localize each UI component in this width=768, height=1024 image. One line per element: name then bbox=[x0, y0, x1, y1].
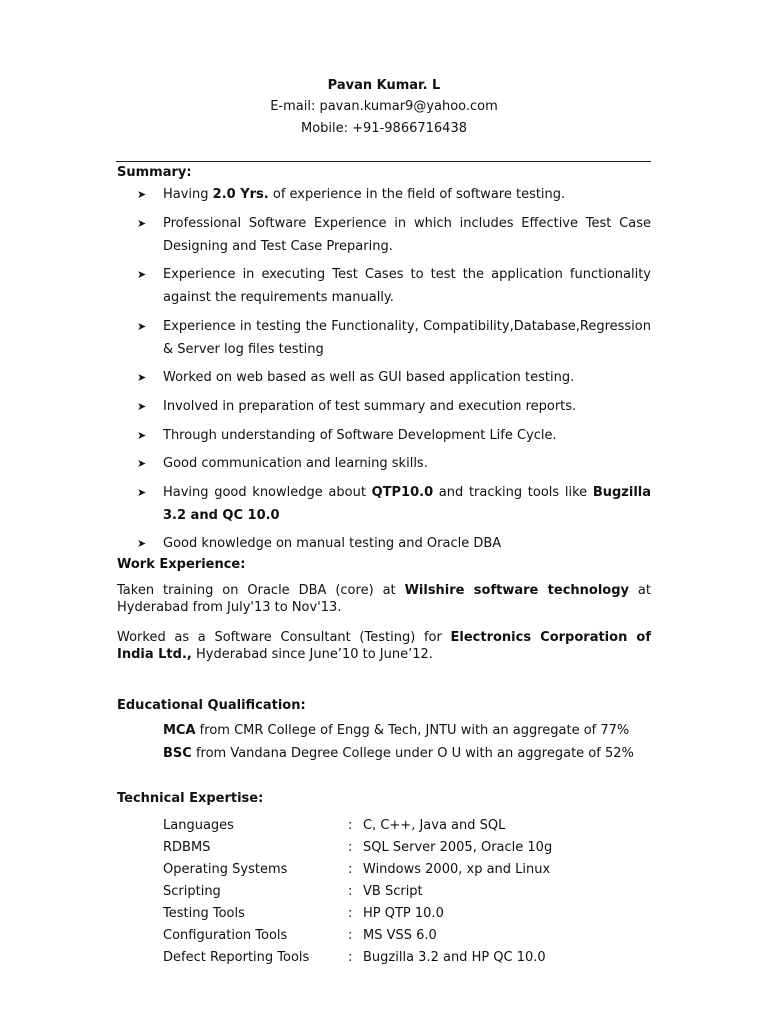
arrowhead-bullet-icon: ➤ bbox=[137, 188, 147, 201]
table-row bbox=[163, 924, 552, 946]
tech-separator: : bbox=[348, 817, 353, 833]
arrowhead-bullet-icon: ➤ bbox=[137, 537, 147, 551]
tech-value: MS VSS 6.0 bbox=[363, 927, 437, 943]
summary-item: ➤ Good knowledge on manual testing and Oracle DBA bbox=[117, 532, 651, 555]
tech-value: Windows 2000, xp and Linux bbox=[363, 861, 551, 877]
technical-table bbox=[163, 814, 552, 968]
table-row bbox=[163, 858, 552, 880]
arrowhead-bullet-icon: ➤ bbox=[137, 319, 147, 333]
technical-heading: Technical Expertise: bbox=[117, 791, 264, 806]
table-row bbox=[163, 814, 552, 836]
email-line: E-mail: pavan.kumar9@yahoo.com bbox=[270, 99, 498, 114]
summary-item: ➤ Involved in preparation of test summary and execution reports. bbox=[117, 395, 651, 418]
summary-item: ➤ Professional Software Experience in which includes Effective Test Case Designing and Test Case Preparing. bbox=[117, 212, 651, 258]
arrowhead-bullet-icon: ➤ bbox=[137, 485, 147, 499]
arrowhead-bullet-icon: ➤ bbox=[137, 399, 147, 413]
tech-separator: : bbox=[348, 905, 353, 921]
arrowhead-bullet-icon: ➤ bbox=[137, 216, 147, 230]
tech-separator: : bbox=[348, 861, 353, 877]
tech-value: SQL Server 2005, Oracle 10g bbox=[363, 839, 553, 855]
tech-key: Configuration Tools bbox=[163, 927, 288, 943]
tech-key: Languages bbox=[163, 817, 234, 833]
tech-separator: : bbox=[348, 949, 353, 965]
tech-key: Defect Reporting Tools bbox=[163, 949, 310, 965]
table-row bbox=[163, 946, 552, 968]
summary-item: ➤ Experience in testing the Functionality, Compatibility,Database,Regression & Server log files testing bbox=[117, 315, 651, 361]
summary-item: ➤ Good communication and learning skills. bbox=[117, 452, 651, 475]
education-heading: Educational Qualification: bbox=[117, 698, 306, 713]
summary-item: ➤ Having 2.0 Yrs. of experience in the field of software testing. bbox=[117, 183, 651, 206]
tech-key: Scripting bbox=[163, 883, 221, 899]
arrowhead-bullet-icon: ➤ bbox=[137, 457, 147, 471]
tech-key: Testing Tools bbox=[163, 905, 245, 921]
summary-item: ➤ Worked on web based as well as GUI based application testing. bbox=[117, 366, 651, 389]
mobile-line: Mobile: +91-9866716438 bbox=[301, 121, 467, 136]
summary-item: ➤ Having good knowledge about QTP10.0 and tracking tools like Bugzilla 3.2 and QC 10.0 bbox=[117, 481, 651, 527]
tech-value: HP QTP 10.0 bbox=[363, 905, 444, 921]
arrowhead-bullet-icon: ➤ bbox=[137, 371, 147, 385]
candidate-name: Pavan Kumar. L bbox=[327, 78, 441, 93]
education-item: BSC from Vandana Degree College under O U with an aggregate of 52% bbox=[163, 746, 634, 761]
tech-separator: : bbox=[348, 839, 353, 855]
tech-value: Bugzilla 3.2 and HP QC 10.0 bbox=[363, 949, 546, 965]
table-row bbox=[163, 880, 552, 902]
arrowhead-bullet-icon: ➤ bbox=[137, 428, 147, 442]
tech-separator: : bbox=[348, 927, 353, 943]
table-row bbox=[163, 836, 552, 858]
tech-key: RDBMS bbox=[163, 839, 211, 855]
work-paragraph-consultant: Worked as a Software Consultant (Testing) for Electronics Corporation of India Ltd., Hyderabad since June’10 to June’12. bbox=[117, 630, 651, 662]
tech-value: VB Script bbox=[363, 883, 423, 899]
summary-item: ➤ Through understanding of Software Development Life Cycle. bbox=[117, 424, 651, 447]
work-experience-heading: Work Experience: bbox=[117, 557, 246, 572]
summary-item: ➤ Experience in executing Test Cases to test the application functionality against the requirements manually. bbox=[117, 263, 651, 309]
tech-value: C, C++, Java and SQL bbox=[363, 817, 506, 833]
education-item: MCA from CMR College of Engg & Tech, JNTU with an aggregate of 77% bbox=[163, 723, 630, 738]
tech-key: Operating Systems bbox=[163, 861, 288, 877]
table-row bbox=[163, 902, 552, 924]
tech-separator: : bbox=[348, 883, 353, 899]
summary-heading: Summary: bbox=[117, 165, 192, 180]
header-divider bbox=[116, 161, 651, 162]
arrowhead-bullet-icon: ➤ bbox=[137, 268, 147, 282]
work-paragraph-training: Taken training on Oracle DBA (core) at Wilshire software technology at Hyderabad from July'13 to Nov'13. bbox=[117, 583, 652, 615]
summary-list bbox=[117, 183, 651, 561]
